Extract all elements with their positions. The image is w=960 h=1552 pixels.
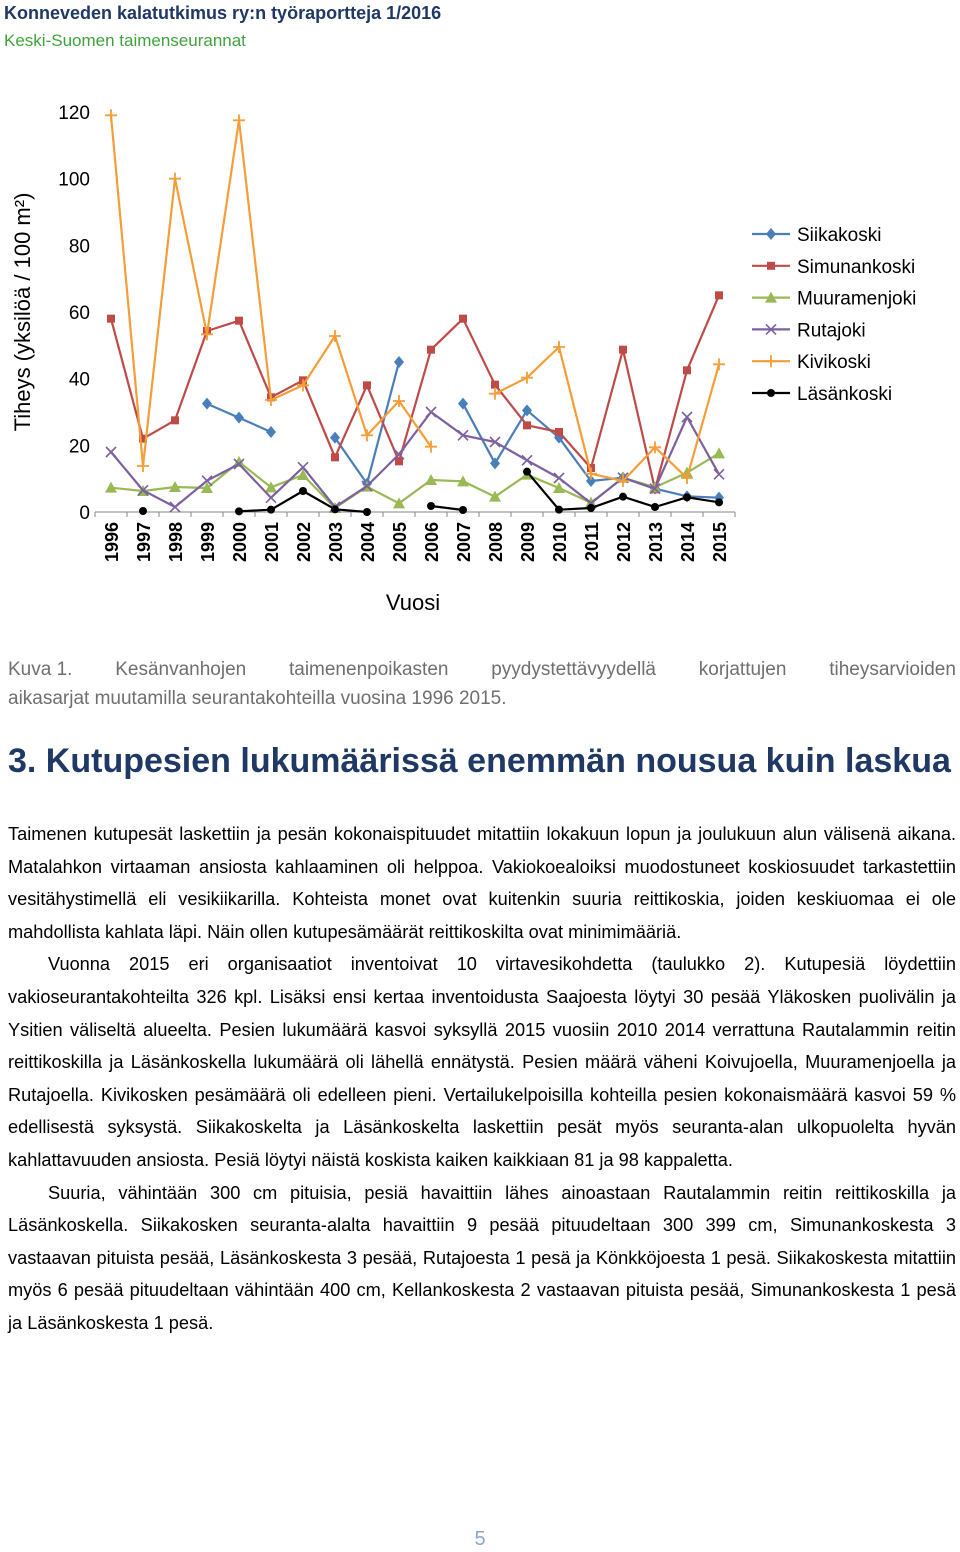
data-point-l-s-nkoski (587, 504, 595, 512)
data-point-kivikoski (329, 330, 341, 342)
legend-label-kivikoski: Kivikoski (797, 352, 871, 374)
x-tick-label: 2003 (326, 522, 346, 563)
data-point-siikakoski (266, 426, 276, 438)
x-tick-label: 1996 (102, 522, 122, 563)
legend-label-simunankoski: Simunankoski (797, 256, 916, 278)
data-point-siikakoski (202, 398, 212, 410)
data-point-simunankoski (235, 317, 243, 325)
data-point-rutajoki (522, 455, 532, 465)
y-tick-label: 80 (68, 236, 90, 258)
y-tick-label: 100 (58, 169, 90, 191)
data-point-siikakoski (458, 398, 468, 410)
data-point-kivikoski (233, 114, 245, 126)
x-tick-label: 2009 (518, 522, 538, 563)
data-point-rutajoki (266, 493, 276, 503)
data-point-simunankoski (171, 416, 179, 424)
x-tick-label: 2001 (262, 522, 282, 563)
x-tick-label: 2000 (230, 522, 250, 563)
data-point-rutajoki (714, 469, 724, 479)
caption-word: korjattujen (698, 659, 787, 680)
x-tick-label: 2012 (614, 522, 634, 563)
data-point-muuramenjoki (553, 482, 565, 493)
y-tick-label: 40 (68, 369, 90, 391)
data-point-simunankoski (683, 366, 691, 374)
legend-marker-siikakoski (766, 228, 776, 240)
legend-marker-simunankoski (767, 262, 775, 270)
caption-word: taimenenpoikasten (288, 659, 449, 680)
figure-caption (8, 655, 956, 713)
data-point-simunankoski (331, 453, 339, 461)
data-point-simunankoski (715, 291, 723, 299)
x-tick-label: 2007 (454, 522, 474, 563)
report-subtitle: Keski-Suomen taimenseurannat (4, 31, 246, 50)
data-point-simunankoski (427, 346, 435, 354)
y-tick-label: 60 (68, 303, 90, 324)
data-point-l-s-nkoski (619, 493, 627, 501)
x-tick-label: 1997 (134, 522, 154, 563)
y-tick-label: 20 (68, 436, 90, 458)
data-point-siikakoski (394, 356, 404, 368)
data-point-rutajoki (682, 412, 692, 422)
y-axis-title: Tiheys (yksilöä / 100 m²) (10, 192, 35, 432)
caption-word: pyydystettävyydellä (491, 659, 656, 680)
caption-word: tiheysarvioiden (829, 659, 956, 680)
x-tick-label: 2014 (678, 522, 698, 563)
series-line-simunankoski (111, 295, 719, 489)
density-line-chart (0, 90, 960, 630)
data-point-rutajoki (426, 407, 436, 417)
x-tick-label: 2005 (390, 522, 410, 563)
report-series-title: Konneveden kalatutkimus ry:n työraportteja 1/2016 (4, 3, 442, 23)
y-tick-label: 0 (79, 503, 90, 524)
x-tick-label: 2010 (550, 522, 570, 563)
data-point-rutajoki (554, 473, 564, 483)
data-point-siikakoski (234, 412, 244, 424)
data-point-l-s-nkoski (363, 508, 371, 516)
x-tick-label: 2006 (422, 522, 442, 563)
legend-marker-kivikoski (765, 355, 777, 367)
data-point-kivikoski (105, 109, 117, 121)
caption-word: Kuva 1. (8, 659, 73, 680)
data-point-l-s-nkoski (299, 487, 307, 495)
data-point-l-s-nkoski (683, 493, 691, 501)
data-point-l-s-nkoski (523, 468, 531, 476)
x-tick-label: 2004 (358, 522, 378, 563)
data-point-kivikoski (713, 358, 725, 370)
caption-word: Kesänvanhojen (115, 659, 247, 680)
data-point-l-s-nkoski (651, 503, 659, 511)
y-tick-label: 120 (58, 103, 90, 124)
caption-line-2: aikasarjat muutamilla seurantakohteilla vuosina 1996 2015. (8, 688, 507, 709)
data-point-l-s-nkoski (459, 506, 467, 514)
data-point-kivikoski (137, 460, 149, 472)
data-point-l-s-nkoski (139, 507, 147, 515)
x-tick-label: 2008 (486, 522, 506, 563)
data-point-simunankoski (363, 381, 371, 389)
series-line-kivikoski (111, 115, 719, 481)
paragraph-1: Taimenen kutupesät laskettiin ja pesän kokonaispituudet mitattiin lokakuun lopun ja joulukuun alun välisenä aikana. Matalahkon virtaaman ansiosta kahlaaminen oli helppoa. Vakiokoealoiksi muodostuneet koskiosuudet tarkastettiin vesitähystimellä eli vesikiikarilla. Kohteista monet ovat kuitenkin suuria reittikoskia, joiden keskiuomaa ei ole mahdollista kahlata läpi. Näin ollen kutupesämäärät reittikoskilta ovat minimimääriä. (8, 824, 956, 942)
data-point-simunankoski (619, 346, 627, 354)
x-tick-label: 1999 (198, 522, 218, 563)
data-point-l-s-nkoski (331, 505, 339, 513)
legend-label-siikakoski: Siikakoski (797, 225, 882, 246)
data-point-simunankoski (491, 381, 499, 389)
data-point-kivikoski (585, 468, 597, 480)
x-axis-title: Vuosi (385, 590, 441, 615)
data-point-muuramenjoki (489, 491, 501, 502)
data-point-l-s-nkoski (555, 506, 563, 514)
x-tick-label: 1998 (166, 522, 186, 563)
data-point-muuramenjoki (713, 447, 725, 458)
data-point-simunankoski (459, 315, 467, 323)
data-point-rutajoki (106, 447, 116, 457)
data-point-l-s-nkoski (235, 507, 243, 515)
data-point-simunankoski (555, 428, 563, 436)
section-heading: 3. Kutupesien lukumäärissä enemmän nousua kuin laskua (8, 742, 951, 780)
paragraph-2: Vuonna 2015 eri organisaatiot inventoivat 10 virtavesikohdetta (taulukko 2). Kutupesiä löydettiin vakioseurantakohteilta 326 kpl. Lisäksi ensi kertaa inventoidusta Saajoesta löytyi 30 pesää Yläkosken puolivälin ja Ysitien väliseltä alueelta. Pesien lukumäärä kasvoi syksyllä 2015 vuosiin 2010 2014 verrattuna Rautalammin reitin reittikoskilla ja Läsänkoskella lukumäärä oli lähellä ennätystä. Pesien määrä väheni Koivujoella, Muuramenjoella ja Rutajoella. Kivikosken pesämäärä oli edelleen pieni. Vertailukelpoisilla kohteilla pesien kokonaismäärä kasvoi 59 % edellisestä syksystä. Siikakoskelta ja Läsänkoskelta laskettiin pesät myös seuranta-alan ulkopuolelta hyvän kahlattavuuden ansiosta. Pesiä löytyi näistä koskista kaiken kaikkiaan 81 ja 98 kappaletta. (8, 954, 956, 1170)
legend-label-l-s-nkoski: Läsänkoski (797, 384, 893, 405)
data-point-l-s-nkoski (427, 502, 435, 510)
section-body (8, 818, 956, 1340)
paragraph-3: Suuria, vähintään 300 cm pituisia, pesiä havaittiin lähes ainoastaan Rautalammin reitin reittikoskilla ja Läsänkoskella. Siikakosken seuranta-alalta havaittiin 9 pesää pituudeltaan 300 399 cm, Simunankoskesta 3 vastaavan pituista pesää, Läsänkoskesta 3 pesää, Rutajoesta 1 pesä ja Könkköjoesta 1 pesä. Siikakoskesta mitattiin myös 6 pesää pituudeltaan vähintään 400 cm, Kellankoskesta 2 vastaavan pituista pesää, Simunankoskesta 1 pesä ja Läsänkoskesta 1 pesä. (8, 1182, 956, 1333)
data-point-l-s-nkoski (715, 498, 723, 506)
x-tick-label: 2002 (294, 522, 314, 563)
x-tick-label: 2015 (710, 522, 730, 563)
x-tick-label: 2011 (582, 522, 602, 562)
data-point-simunankoski (523, 421, 531, 429)
legend-label-muuramenjoki: Muuramenjoki (797, 288, 917, 310)
page-number: 5 (474, 1528, 486, 1550)
legend-marker-l-s-nkoski (767, 389, 775, 397)
data-point-l-s-nkoski (267, 506, 275, 514)
data-point-kivikoski (169, 173, 181, 185)
caption-line-1 (8, 655, 956, 684)
legend-label-rutajoki: Rutajoki (797, 320, 866, 342)
data-point-rutajoki (170, 502, 180, 512)
x-tick-label: 2013 (646, 522, 666, 563)
data-point-simunankoski (107, 315, 115, 323)
